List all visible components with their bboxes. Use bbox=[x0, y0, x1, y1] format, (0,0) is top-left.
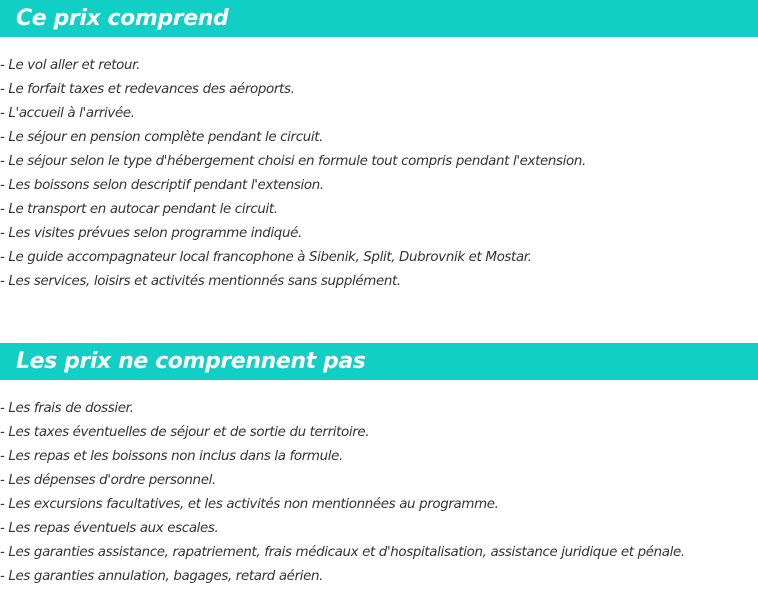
list-item: - Le transport en autocar pendant le circuit. bbox=[0, 202, 278, 217]
list-item: - Les repas et les boissons non inclus dans la formule. bbox=[0, 449, 343, 464]
list-item: - Les services, loisirs et activités mentionnés sans supplément. bbox=[0, 274, 401, 289]
list-item: - Le séjour en pension complète pendant le circuit. bbox=[0, 130, 324, 145]
list-item: - Les garanties annulation, bagages, retard aérien. bbox=[0, 569, 324, 584]
list-item: - Les excursions facultatives, et les activités non mentionnées au programme. bbox=[0, 497, 499, 512]
list-item: - Les boissons selon descriptif pendant l'extension. bbox=[0, 178, 324, 193]
included-section-header bbox=[0, 0, 758, 37]
excluded-items-list bbox=[0, 397, 685, 589]
list-item: - Les frais de dossier. bbox=[0, 401, 134, 416]
included-items-list bbox=[0, 54, 586, 294]
list-item: - Le séjour selon le type d'hébergement choisi en formule tout compris pendant l'extension. bbox=[0, 154, 586, 169]
excluded-section-header bbox=[0, 343, 758, 380]
included-section-title: Ce prix comprend bbox=[16, 6, 229, 31]
list-item: - L'accueil à l'arrivée. bbox=[0, 106, 135, 121]
list-item: - Le guide accompagnateur local francophone à Sibenik, Split, Dubrovnik et Mostar. bbox=[0, 250, 532, 265]
list-item: - Les visites prévues selon programme indiqué. bbox=[0, 226, 302, 241]
excluded-section-title: Les prix ne comprennent pas bbox=[16, 349, 366, 374]
list-item: - Les repas éventuels aux escales. bbox=[0, 521, 219, 536]
list-item: - Le forfait taxes et redevances des aéroports. bbox=[0, 82, 295, 97]
list-item: - Les garanties assistance, rapatriement, frais médicaux et d'hospitalisation, assistance juridique et pénale. bbox=[0, 545, 685, 560]
list-item: - Les dépenses d'ordre personnel. bbox=[0, 473, 216, 488]
list-item: - Le vol aller et retour. bbox=[0, 58, 140, 73]
list-item: - Les taxes éventuelles de séjour et de sortie du territoire. bbox=[0, 425, 370, 440]
